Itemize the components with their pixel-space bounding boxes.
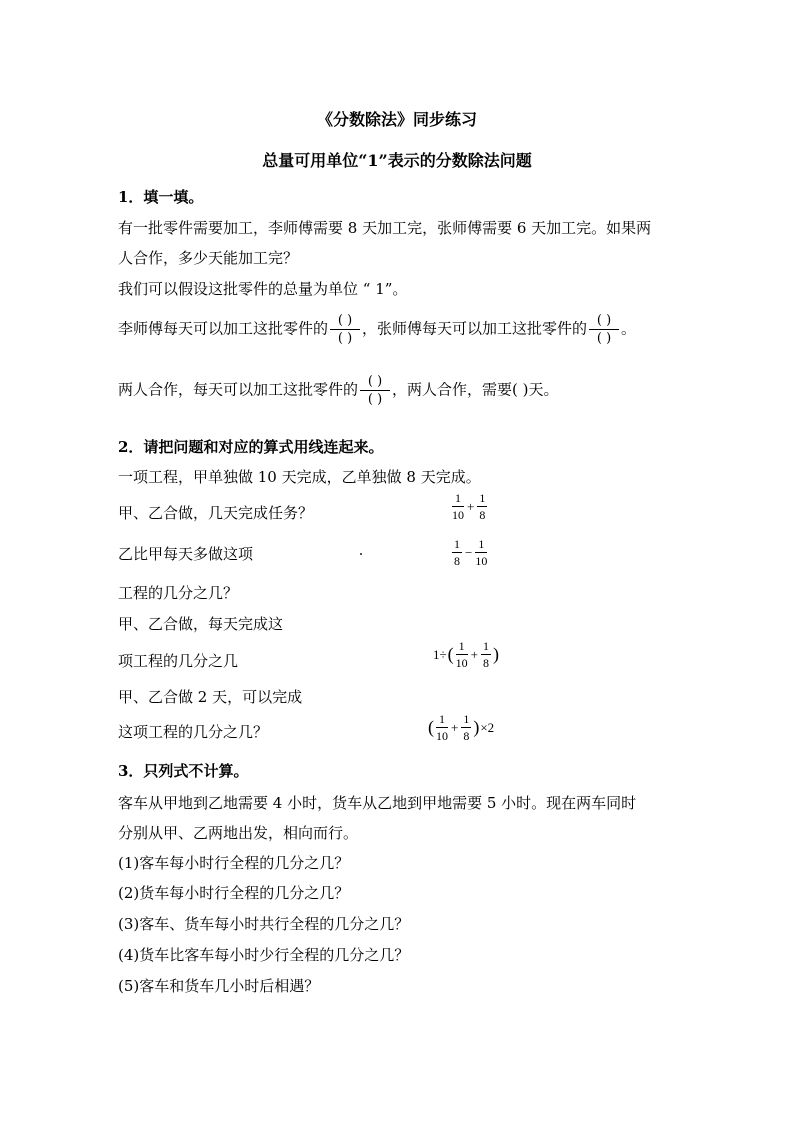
times-two: ×2 <box>480 719 495 735</box>
section-3-item-1: (1)客车每小时行全程的几分之几？ <box>118 854 350 872</box>
stray-dot <box>360 553 362 555</box>
section-1-paragraph-line-1: 有一批零件需要加工，李师傅需要 8 天加工完，张师傅需要 6 天加工完。如果两 <box>118 219 652 237</box>
fraction-one-tenth: $\frac{1}{10}$ <box>452 491 464 522</box>
section-2-intro: 一项工程，甲单独做 10 天完成，乙单独做 8 天完成。 <box>118 468 481 486</box>
section-1-paragraph-line-3: 我们可以假设这批零件的总量为单位 “ 1”。 <box>118 280 408 298</box>
section-3-item-5: (5)客车和货车几小时后相遇？ <box>118 977 320 995</box>
plus-sign: + <box>470 646 478 662</box>
blank-fraction-li[interactable] <box>330 314 360 345</box>
blank-denominator: ( ) <box>337 331 353 346</box>
fraction-one-eighth: $\frac{1}{8}$ <box>479 491 486 522</box>
formula-difference[interactable] <box>450 538 489 567</box>
fraction-one-tenth: $\frac{1}{10}$ <box>455 639 468 670</box>
question-2-line-2[interactable]: 工程的几分之几？ <box>118 584 239 602</box>
question-4-line-2[interactable]: 这项工程的几分之几？ <box>118 723 269 741</box>
formula-division[interactable] <box>432 640 499 669</box>
section-3-paragraph-line-1: 客车从甲地到乙地需要 4 小时，货车从乙地到甲地需要 5 小时。现在两车同时 <box>118 794 637 812</box>
plus-sign: + <box>467 498 475 514</box>
blank-denominator: ( ) <box>367 392 383 407</box>
question-4-line-1[interactable]: 甲、乙合做 2 天，可以完成 <box>118 688 303 706</box>
section-3-item-3: (3)客车、货车每小时共行全程的几分之几？ <box>118 915 410 933</box>
formula-product[interactable] <box>428 713 495 742</box>
section-3-heading: 3．只列式不计算。 <box>118 762 249 780</box>
blank-fraction-zhang[interactable] <box>589 314 619 345</box>
fill-text-days: ，两人合作，需要( )天。 <box>392 380 559 399</box>
blank-numerator: ( ) <box>330 314 360 330</box>
fill-text-together: 两人合作，每天可以加工这批零件的 <box>118 380 359 399</box>
fraction-one-tenth: $\frac{1}{10}$ <box>475 537 488 568</box>
left-paren: ( <box>447 644 454 664</box>
right-paren: ) <box>473 717 480 737</box>
fill-text-zhang: ，张师傅每天可以加工这批零件的 <box>362 319 588 338</box>
minus-sign: − <box>465 544 473 560</box>
section-2-heading: 2．请把问题和对应的算式用线连起来。 <box>118 438 384 456</box>
left-paren: ( <box>428 717 434 737</box>
page-title: 《分数除法》同步练习 <box>316 110 477 129</box>
question-1[interactable]: 甲、乙合做，几天完成任务？ <box>118 504 314 522</box>
fraction-one-tenth: $\frac{1}{10}$ <box>436 712 448 743</box>
question-3-line-1[interactable]: 甲、乙合做，每天完成这 <box>118 615 284 633</box>
fill-text-li: 李师傅每天可以加工这批零件的 <box>118 319 329 338</box>
blank-fraction-together[interactable] <box>360 375 390 406</box>
fill-text-period: 。 <box>621 319 637 338</box>
fraction-one-eighth: $\frac{1}{8}$ <box>463 712 470 743</box>
fraction-one-eighth: $\frac{1}{8}$ <box>482 639 489 670</box>
blank-denominator: ( ) <box>596 331 612 346</box>
one-divided-by: 1÷ <box>433 646 447 662</box>
formula-sum[interactable] <box>450 492 489 521</box>
section-1-fill-line-2 <box>118 375 559 406</box>
page-subtitle: 总量可用单位“1”表示的分数除法问题 <box>262 151 532 170</box>
section-3-item-4: (4)货车比客车每小时少行全程的几分之几？ <box>118 946 410 964</box>
section-3-paragraph-line-2: 分别从甲、乙两地出发，相向而行。 <box>118 824 359 842</box>
right-paren: ) <box>492 644 499 664</box>
section-1-fill-line-1 <box>118 314 636 345</box>
question-2-line-1[interactable]: 乙比甲每天多做这项 <box>118 545 254 563</box>
section-1-heading: 1．填一填。 <box>118 188 204 206</box>
plus-sign: + <box>451 719 459 735</box>
fraction-one-eighth: $\frac{1}{8}$ <box>454 537 460 568</box>
blank-numerator: ( ) <box>589 314 619 330</box>
blank-numerator: ( ) <box>360 375 390 391</box>
question-3-line-2[interactable]: 项工程的几分之几 <box>118 652 239 670</box>
section-1-paragraph-line-2: 人合作，多少天能加工完？ <box>118 249 299 267</box>
section-3-item-2: (2)货车每小时行全程的几分之几？ <box>118 884 350 902</box>
